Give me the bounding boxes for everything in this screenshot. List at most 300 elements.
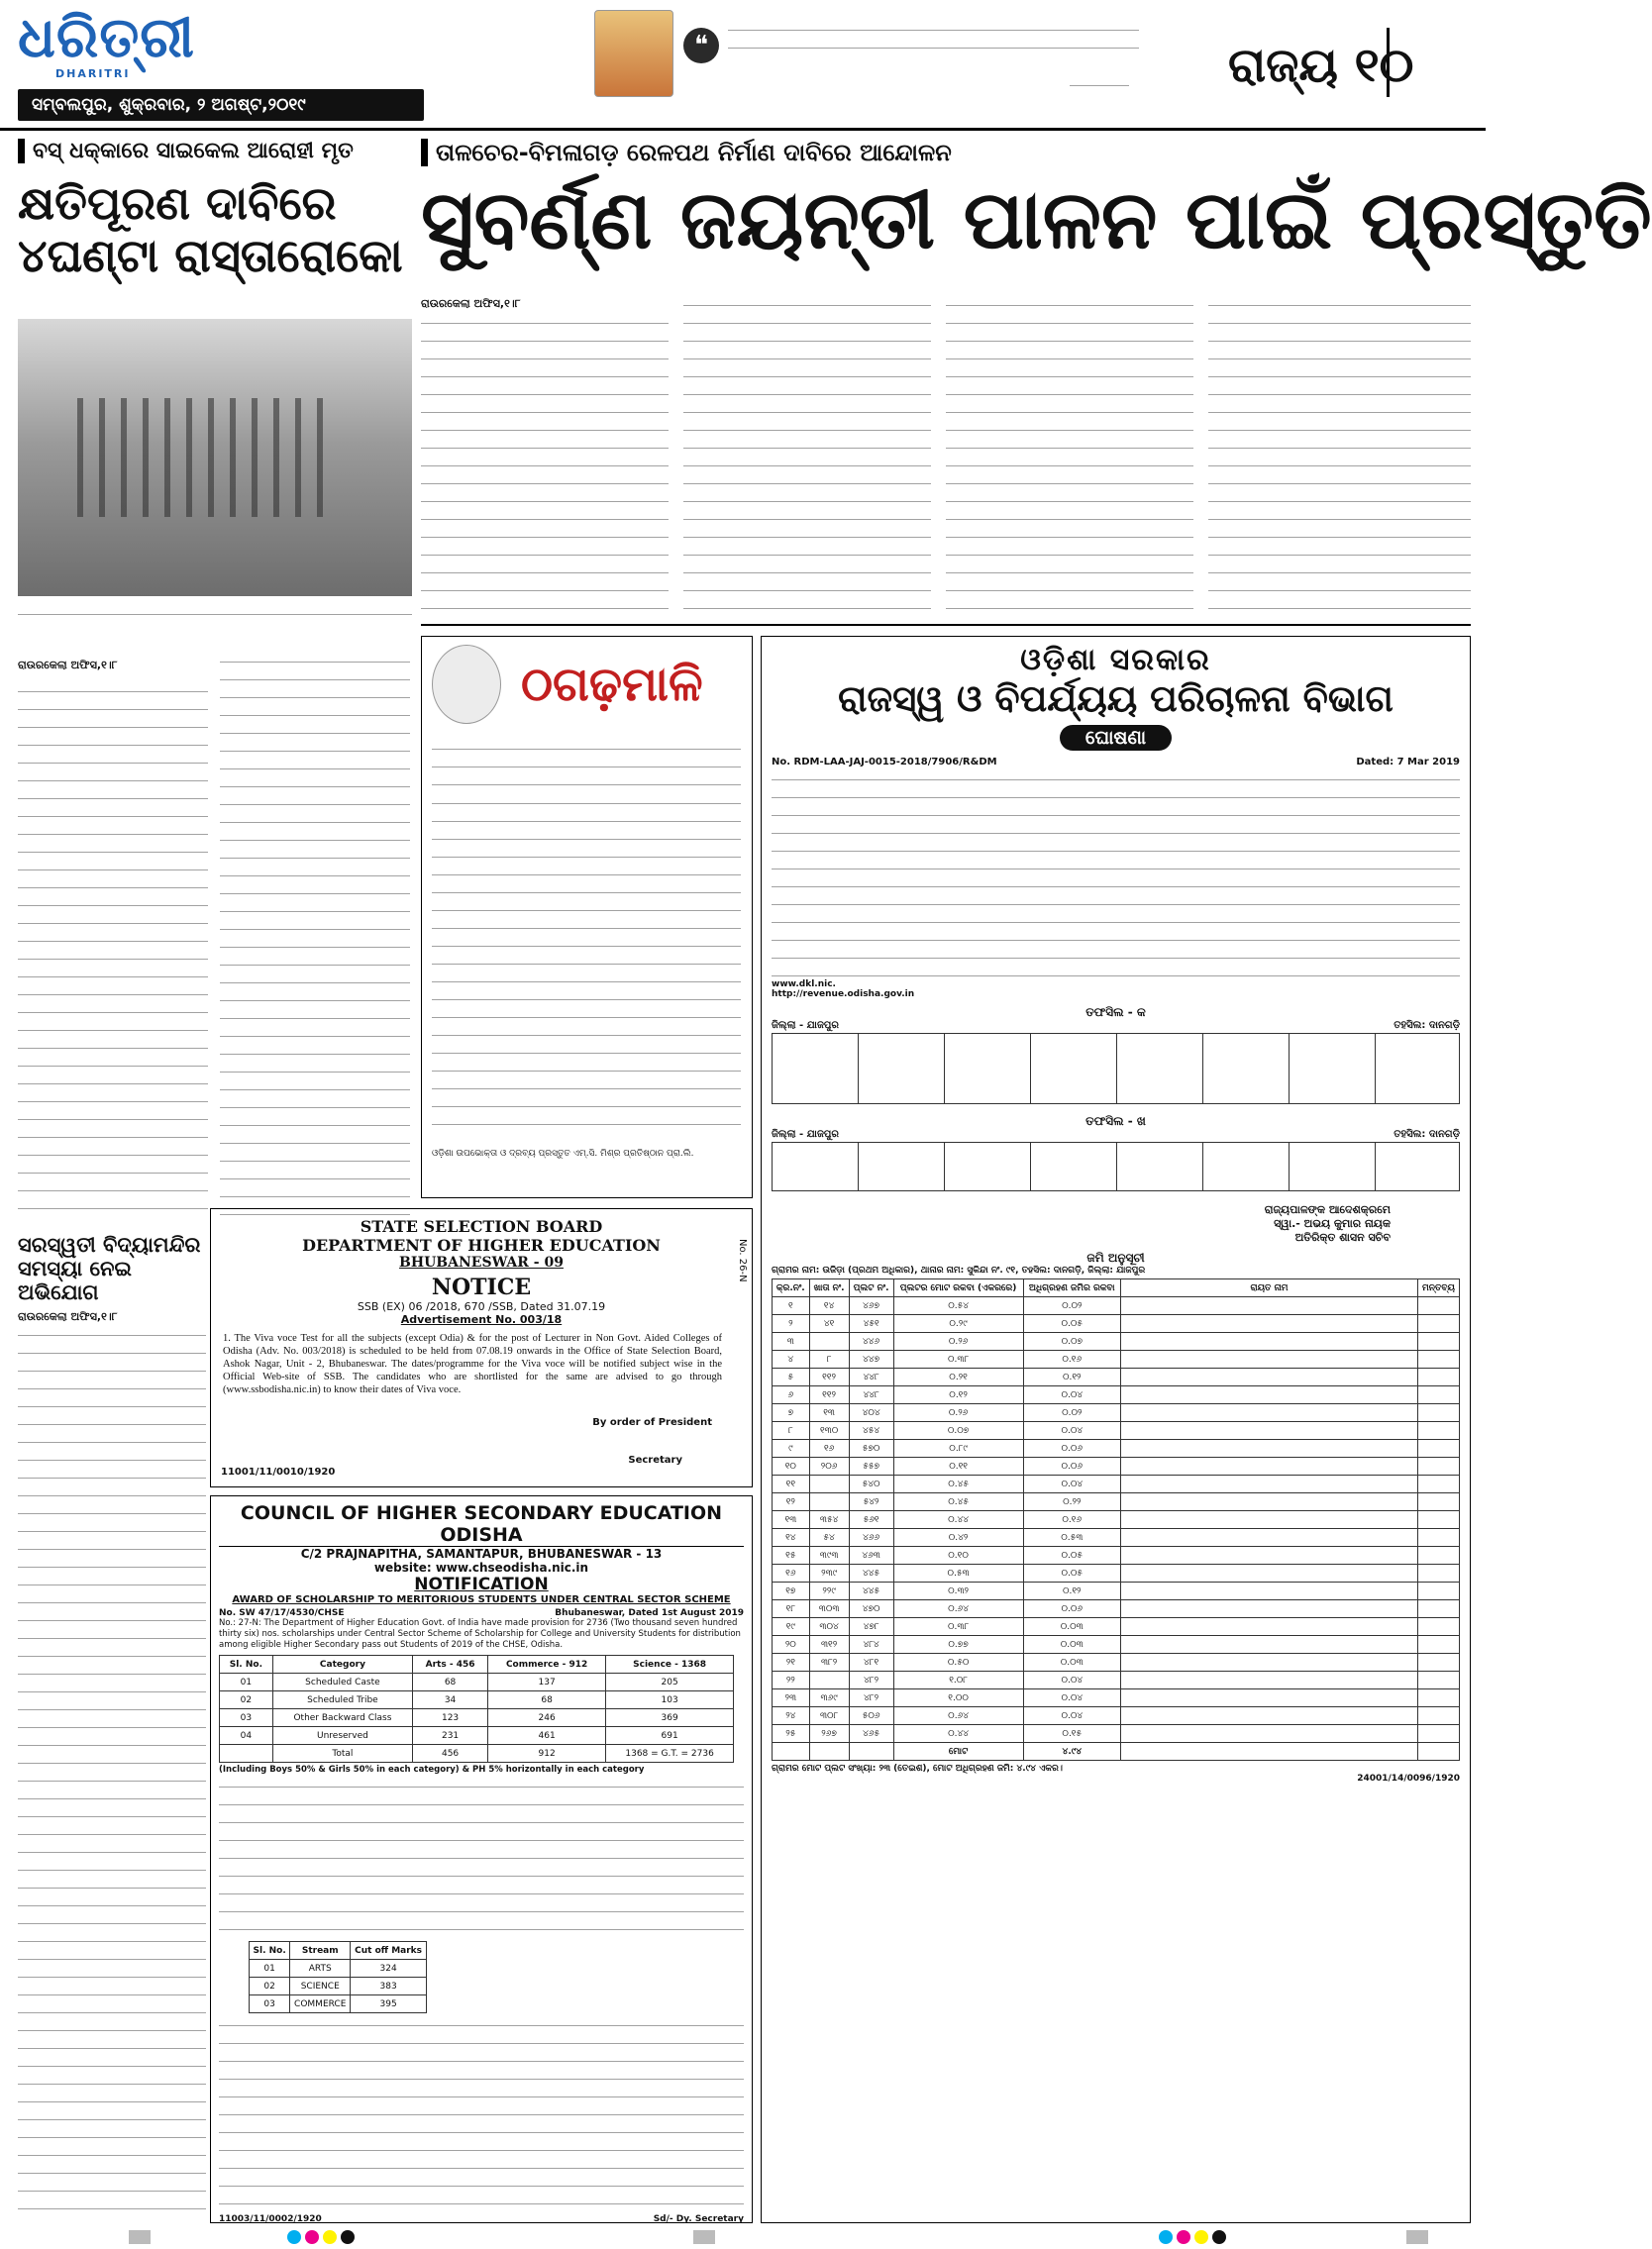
table-cell: ୯ <box>773 1440 810 1458</box>
table-cell: ୦.୨୯ <box>893 1315 1023 1333</box>
table-cell: ୧୧୨ <box>809 1369 849 1386</box>
chse-title: NOTIFICATION <box>414 1575 549 1594</box>
table-cell <box>1418 1600 1460 1618</box>
table-cell: ୭ <box>773 1404 810 1422</box>
table-cell: ୫୬୧ <box>849 1511 893 1529</box>
table-cell: ୦.୫୩ <box>1023 1529 1120 1547</box>
table-cell: ୫୪୨ <box>849 1493 893 1511</box>
table-cell: ୧୪ <box>773 1529 810 1547</box>
table-cell: ୦.୪୫ <box>893 1493 1023 1511</box>
table-cell: ୦.୬୪ <box>893 1707 1023 1725</box>
table-cell: ୦.୧୧ <box>893 1458 1023 1476</box>
land-row <box>773 1422 1460 1440</box>
table-cell <box>1418 1351 1460 1369</box>
table-cell <box>1418 1297 1460 1315</box>
print-registration-mark <box>129 2230 151 2244</box>
chse-addr: C/2 PRAJNAPITHA, SAMANTAPUR, BHUBANESWAR - 13 <box>300 1547 663 1561</box>
road-blockade-photo[interactable] <box>18 319 412 596</box>
table-cell: COMMERCE <box>290 1995 351 2013</box>
table-cell <box>1418 1511 1460 1529</box>
table-header-cell: ଖାତା ନଂ. <box>809 1279 849 1297</box>
land-total-row <box>773 1743 1460 1761</box>
table-cell: ୪୮୪ <box>849 1636 893 1654</box>
table-cell: ୦.୧୨ <box>893 1386 1023 1404</box>
cutoff-row <box>250 1978 427 1995</box>
table-header-cell: Sl. No. <box>250 1942 290 1960</box>
table-cell: ୩୦୮ <box>809 1707 849 1725</box>
left-story-headline-1: କ୍ଷତିପୂରଣ ଦାବିରେ <box>18 176 337 230</box>
table-cell: ୦.୫୦ <box>893 1654 1023 1672</box>
table-header-cell: ପ୍ଲଟ ନଂ. <box>849 1279 893 1297</box>
table-cell <box>1418 1583 1460 1600</box>
section-rule <box>421 624 1471 626</box>
table-cell: ୨୦ <box>773 1636 810 1654</box>
table-cell: ୩ <box>773 1333 810 1351</box>
table-cell: ୨ <box>773 1315 810 1333</box>
ssb-sign1: By order of President <box>592 1417 712 1428</box>
thagamali-title: ଠଗଢ଼ମାଳି <box>521 657 703 712</box>
table-cell: ୦.୦୭ <box>893 1422 1023 1440</box>
table-cell <box>1121 1369 1418 1386</box>
table-cell: 68 <box>413 1674 488 1691</box>
land-row <box>773 1458 1460 1476</box>
land-row <box>773 1707 1460 1725</box>
table-header-cell: ରାୟତ ନାମ <box>1121 1279 1418 1297</box>
table-cell <box>1418 1654 1460 1672</box>
table-cell: 04 <box>220 1727 273 1745</box>
table-cell: ୦.୪୨ <box>893 1529 1023 1547</box>
table-cell: 03 <box>250 1995 290 2013</box>
table-cell <box>1418 1458 1460 1476</box>
registration-dot-cyan <box>287 2230 301 2244</box>
govt-state: ଓଡ଼ିଶା ସରକାର <box>1020 643 1211 677</box>
table-cell: ୦.୬୪ <box>893 1600 1023 1618</box>
table-cell: ୦.୦୩ <box>1023 1636 1120 1654</box>
cutoff-row <box>250 1995 427 2013</box>
tafsil-kha-label: ତଫସିଲ - ଖ <box>1085 1114 1146 1128</box>
table-cell: 246 <box>488 1709 606 1727</box>
table-cell: ୧୩ <box>773 1511 810 1529</box>
ssb-adv: Advertisement No. 003/18 <box>400 1313 563 1326</box>
land-row <box>773 1565 1460 1583</box>
chse-web: website: www.chseodisha.nic.in <box>373 1561 589 1575</box>
table-cell: ୪୮୨ <box>849 1672 893 1689</box>
table-cell <box>1121 1743 1418 1761</box>
page-section-label: ରାଜ୍ୟ ୧୦ <box>1228 38 1414 93</box>
table-cell: ୪୬୩ <box>849 1547 893 1565</box>
table-cell <box>773 1743 810 1761</box>
lead-story-body-col3 <box>946 297 1193 612</box>
schedule-subtitle: ଗ୍ରାମର ନାମ: ଉଜିଡ଼ା (ପ୍ରଥମ ଅଧିକାର), ଥାନାର ନାମ: ସୁକିନ୍ଦା ନଂ. ୯୧, ତହସିଲ: ଦାନଗଡ଼ି, ଜିଲ୍ଲା: ଯାଜପୁର <box>772 1266 1146 1276</box>
land-row <box>773 1654 1460 1672</box>
quota-row <box>220 1674 734 1691</box>
chse-terms-text <box>219 2017 744 2210</box>
table-cell: ୦.୧୫ <box>1023 1725 1120 1743</box>
table-cell: ୦.୦୪ <box>1023 1422 1120 1440</box>
table-cell: 01 <box>250 1960 290 1978</box>
land-row <box>773 1333 1460 1351</box>
left-story-headline-2: ୪ଘଣ୍ଟା ରାସ୍ତାରୋକୋ <box>18 228 403 282</box>
table-cell: 01 <box>220 1674 273 1691</box>
table-cell <box>1121 1440 1418 1458</box>
chse-conditions-text <box>219 1779 744 1937</box>
table-cell: ୪୪୮ <box>849 1386 893 1404</box>
table-cell: 461 <box>488 1727 606 1745</box>
table-cell: ୪୧ <box>809 1315 849 1333</box>
table-cell: 691 <box>606 1727 734 1745</box>
table-cell: 231 <box>413 1727 488 1745</box>
registration-dot-black <box>1212 2230 1226 2244</box>
table-cell: ୧୩୦ <box>809 1422 849 1440</box>
left-story <box>18 139 414 282</box>
table-cell: ମୋଟ <box>893 1743 1023 1761</box>
tafsil-kha-table <box>772 1142 1460 1191</box>
table-cell: ୧୭ <box>773 1583 810 1600</box>
table-cell: ୦.୨୬ <box>893 1404 1023 1422</box>
table-cell: ୦.୦୩ <box>1023 1618 1120 1636</box>
table-cell: ୩୫୪ <box>809 1511 849 1529</box>
ssb-ref: SSB (EX) 06 /2018, 670 /SSB, Dated 31.07.19 <box>357 1300 606 1313</box>
table-cell: 34 <box>413 1691 488 1709</box>
table-cell <box>1121 1636 1418 1654</box>
ssb-title: NOTICE <box>431 1275 532 1300</box>
table-cell <box>849 1743 893 1761</box>
thagamali-box <box>421 636 753 1198</box>
table-cell <box>1121 1707 1418 1725</box>
table-cell: ୦.୦୩ <box>1023 1654 1120 1672</box>
table-header-cell: ଅଧିଗ୍ରହଣ ଜମିର ରକବା <box>1023 1279 1120 1297</box>
land-row <box>773 1404 1460 1422</box>
registration-dot-yellow <box>1194 2230 1208 2244</box>
table-cell: ୪୬୭ <box>849 1297 893 1315</box>
table-cell: ୪୫୪ <box>849 1422 893 1440</box>
tafsil-ka-table <box>772 1033 1460 1104</box>
table-cell: 395 <box>351 1995 427 2013</box>
table-cell: ୦.୧୨ <box>1023 1369 1120 1386</box>
chse-code: 11003/11/0002/1920 <box>219 2214 322 2224</box>
land-row <box>773 1689 1460 1707</box>
second-left-story <box>18 1233 206 1324</box>
table-cell: 456 <box>413 1745 488 1763</box>
left-story-body-col2 <box>220 654 410 1223</box>
table-cell <box>1418 1440 1460 1458</box>
table-cell: ୦.୧୬ <box>1023 1511 1120 1529</box>
table-cell: ୨୦୬ <box>809 1458 849 1476</box>
second-story-headline-1: ସରସ୍ୱତୀ ବିଦ୍ୟାମନ୍ଦିର <box>18 1233 201 1257</box>
table-cell: Unreserved <box>272 1727 412 1745</box>
table-cell <box>809 1333 849 1351</box>
quote-text <box>728 22 1139 57</box>
table-cell: ୦.୫୩ <box>893 1565 1023 1583</box>
second-story-dateline: ରାଉରକେଲା ଅଫିସ,୧।୮ <box>18 1310 118 1324</box>
land-row <box>773 1672 1460 1689</box>
table-cell <box>809 1493 849 1511</box>
table-cell <box>1121 1547 1418 1565</box>
table-cell: 123 <box>413 1709 488 1727</box>
table-header-cell: Stream <box>290 1942 351 1960</box>
chse-number: No. SW 47/17/4530/CHSE <box>219 1608 345 1618</box>
table-cell: ୦.୧୦ <box>893 1547 1023 1565</box>
table-cell <box>1418 1315 1460 1333</box>
govt-sign-2: ସ୍ୱା.- ଅଭୟ କୁମାର ନାୟକ <box>1274 1217 1391 1230</box>
table-cell <box>1121 1404 1418 1422</box>
table-cell: Scheduled Caste <box>272 1674 412 1691</box>
table-cell: ୧ <box>773 1297 810 1315</box>
table-cell <box>809 1743 849 1761</box>
table-cell: ୪୪୮ <box>849 1369 893 1386</box>
table-cell: ୦.୨୬ <box>893 1333 1023 1351</box>
registration-dot-magenta <box>1177 2230 1190 2244</box>
table-cell: ୩୮୨ <box>809 1654 849 1672</box>
table-cell: 137 <box>488 1674 606 1691</box>
table-cell <box>1121 1493 1418 1511</box>
land-row <box>773 1583 1460 1600</box>
second-story-body <box>18 1327 206 2213</box>
chse-org: COUNCIL OF HIGHER SECONDARY EDUCATION ODISHA <box>219 1502 744 1547</box>
land-row <box>773 1386 1460 1404</box>
table-cell <box>1418 1529 1460 1547</box>
table-cell <box>1121 1565 1418 1583</box>
table-cell <box>1418 1476 1460 1493</box>
table-header-cell: ମନ୍ତବ୍ୟ <box>1418 1279 1460 1297</box>
table-cell <box>1418 1725 1460 1743</box>
table-cell: ୨୪ <box>773 1707 810 1725</box>
table-cell <box>1418 1422 1460 1440</box>
table-cell: ୪୮୧ <box>849 1654 893 1672</box>
table-cell: ୪୮୨ <box>849 1689 893 1707</box>
table-cell: ୧.୦୦ <box>893 1689 1023 1707</box>
table-cell: ୫୪୦ <box>849 1476 893 1493</box>
chse-subtitle: AWARD OF SCHOLARSHIP TO MERITORIOUS STUDENTS UNDER CENTRAL SECTOR SCHEME <box>232 1594 731 1605</box>
table-cell: 02 <box>250 1978 290 1995</box>
logo-text: ଧରିତ୍ରୀ <box>18 5 195 70</box>
table-cell: 383 <box>351 1978 427 1995</box>
table-cell: 1368 = G.T. = 2736 <box>606 1745 734 1763</box>
lead-story-body-col1 <box>421 315 669 612</box>
table-header-row <box>773 1279 1460 1297</box>
tafsil-ka-tahasil: ତହସିଲ: ଦାନଗଡ଼ି <box>1394 1020 1460 1031</box>
schedule-footer: ଗ୍ରାମର ମୋଟ ପ୍ଲଟ ସଂଖ୍ୟା: ୨୩ (ତେଇଶ), ମୋଟ ଅଧିଗ୍ରହଣ ଜମି: ୪.୯୪ ଏକର। <box>772 1764 1063 1774</box>
quote-icon: ❝ <box>683 28 719 63</box>
table-cell: ୪୫୧ <box>849 1315 893 1333</box>
table-cell: ୧୬ <box>809 1440 849 1458</box>
chse-quota-table <box>219 1655 734 1763</box>
land-row <box>773 1297 1460 1315</box>
table-cell: ୪୦୪ <box>849 1404 893 1422</box>
table-cell <box>1418 1743 1460 1761</box>
ssb-body: 1. The Viva voce Test for all the subjects (except Odia) & for the post of Lecturer in Non Govt. Aided Colleges of Odisha (Adv. No. 003/2018) is scheduled to be held from 07.08.19 onwards in the Office of State Selection Board, Ashok Nagar, Unit - 2, Bhubaneswar. The dates/programme for the Viva voce will be notified subject wise in the Official Web-site of SSB. The candidates who are shortlisted for the same are advised to go through (www.ssbodisha.nic.in) to know their dates of Viva voce. <box>223 1333 722 1395</box>
table-cell: ୦.୦୨ <box>1023 1297 1120 1315</box>
table-cell: 103 <box>606 1691 734 1709</box>
table-cell: ୧୯ <box>773 1618 810 1636</box>
ssb-org: STATE SELECTION BOARD <box>360 1217 603 1236</box>
table-cell <box>1418 1672 1460 1689</box>
table-cell: ୫୭୦ <box>849 1440 893 1458</box>
table-cell <box>809 1672 849 1689</box>
table-cell <box>1121 1529 1418 1547</box>
tafsil-ka-label: ତଫସିଲ - କ <box>1085 1005 1146 1019</box>
table-cell: 912 <box>488 1745 606 1763</box>
table-cell: ୧.୦୮ <box>893 1672 1023 1689</box>
quote-author <box>1070 77 1129 89</box>
table-cell: ୩୬୯ <box>809 1689 849 1707</box>
table-cell: ୨୫ <box>773 1725 810 1743</box>
table-cell: ୦.୦୬ <box>1023 1440 1120 1458</box>
table-cell <box>1121 1351 1418 1369</box>
chse-date: Bhubaneswar, Dated 1st August 2019 <box>555 1608 744 1618</box>
table-cell: ୦.୩୮ <box>893 1351 1023 1369</box>
land-row <box>773 1440 1460 1458</box>
table-cell: ୨୨୯ <box>809 1583 849 1600</box>
table-cell: ୧୪ <box>809 1297 849 1315</box>
table-header-row <box>250 1942 427 1960</box>
land-row <box>773 1493 1460 1511</box>
govt-notice-date: Dated: 7 Mar 2019 <box>1356 757 1460 767</box>
table-cell: ୪୪୫ <box>849 1583 893 1600</box>
table-cell <box>1418 1565 1460 1583</box>
quota-row <box>220 1691 734 1709</box>
tafsil-kha-district: ଜିଲ୍ଲା - ଯାଜପୁର <box>772 1129 839 1140</box>
land-row <box>773 1476 1460 1493</box>
govt-notice-body <box>772 771 1460 979</box>
table-cell: ୧୦ <box>773 1458 810 1476</box>
chse-notice <box>210 1495 753 2223</box>
table-cell: Total <box>272 1745 412 1763</box>
table-cell: 369 <box>606 1709 734 1727</box>
table-cell: ୨୨ <box>773 1672 810 1689</box>
table-cell: ୦.୪୪ <box>893 1725 1023 1743</box>
table-cell: ୩୦୩ <box>809 1600 849 1618</box>
table-cell <box>1121 1583 1418 1600</box>
newspaper-logo[interactable] <box>18 5 216 80</box>
table-cell: ୦.୦୪ <box>1023 1707 1120 1725</box>
ssb-dept: DEPARTMENT OF HIGHER EDUCATION <box>302 1236 661 1255</box>
table-header-cell: Arts - 456 <box>413 1656 488 1674</box>
table-cell: ୦.୦୪ <box>1023 1689 1120 1707</box>
table-cell: ୪୬୫ <box>849 1725 893 1743</box>
table-cell: Other Backward Class <box>272 1709 412 1727</box>
table-cell <box>1121 1725 1418 1743</box>
lead-story-headline: ସୁବର୍ଣ୍ଣ ଜୟନ୍ତୀ ପାଳନ ପାଇଁ ପ୍ରସ୍ତୁତି <box>421 173 1652 267</box>
table-cell: ୦.୧୨ <box>1023 1583 1120 1600</box>
table-cell <box>1121 1654 1418 1672</box>
table-cell: ୧୩ <box>809 1404 849 1422</box>
table-cell: ୨୬୭ <box>809 1725 849 1743</box>
table-header-cell: Science - 1368 <box>606 1656 734 1674</box>
land-row <box>773 1600 1460 1618</box>
table-cell: ୦.୨୧ <box>893 1369 1023 1386</box>
table-cell: ୮ <box>773 1422 810 1440</box>
table-cell: ୫ <box>773 1369 810 1386</box>
print-registration-mark <box>1406 2230 1428 2244</box>
table-header-cell: Category <box>272 1656 412 1674</box>
table-cell: ୦.୦୭ <box>1023 1333 1120 1351</box>
ssb-sign2: Secretary <box>628 1455 682 1466</box>
table-cell: ୦.୦୫ <box>1023 1565 1120 1583</box>
logo-subtitle: DHARITRI <box>55 67 131 80</box>
land-row <box>773 1511 1460 1529</box>
table-header-row <box>220 1656 734 1674</box>
table-cell: ୦.୩୮ <box>893 1618 1023 1636</box>
table-cell <box>1418 1386 1460 1404</box>
table-cell <box>220 1745 273 1763</box>
table-header-cell: Sl. No. <box>220 1656 273 1674</box>
govt-dept: ରାଜସ୍ୱ ଓ ବିପର୍ଯ୍ୟୟ ପରିଚାଳନା ବିଭାଗ <box>838 677 1394 720</box>
table-cell: ୦.୦୪ <box>1023 1386 1120 1404</box>
land-row <box>773 1351 1460 1369</box>
table-cell <box>1418 1707 1460 1725</box>
table-cell <box>1121 1672 1418 1689</box>
revenue-dept-notice <box>761 636 1471 2223</box>
crowd-figure <box>77 398 335 517</box>
registration-dot-cyan <box>1159 2230 1173 2244</box>
table-cell: ୦.୩୨ <box>893 1583 1023 1600</box>
thagamali-footer: ଓଡ଼ିଶା ଉପଭୋକ୍ତା ଓ ଦ୍ରବ୍ୟ ପ୍ରସ୍ତୁତ ଏମ୍.ସି. ମିଶ୍ର ପ୍ରତିଷ୍ଠାନ ପ୍ରା.ଲି. <box>432 1149 694 1159</box>
govt-website-2[interactable]: http://revenue.odisha.gov.in <box>772 989 915 999</box>
table-cell: ୧୨ <box>773 1493 810 1511</box>
table-cell: ୧୬ <box>773 1565 810 1583</box>
land-schedule-table <box>772 1278 1460 1761</box>
table-cell <box>1121 1333 1418 1351</box>
govt-sign-3: ଅତିରିକ୍ତ ଶାସନ ସଚିବ <box>1294 1231 1391 1244</box>
ssb-code: 11001/11/0010/1920 <box>221 1467 336 1478</box>
table-cell: ୦.୪୫ <box>893 1476 1023 1493</box>
table-cell <box>1418 1689 1460 1707</box>
table-cell <box>1418 1547 1460 1565</box>
table-cell: ୪.୯୪ <box>1023 1743 1120 1761</box>
table-cell: Scheduled Tribe <box>272 1691 412 1709</box>
table-cell: ୧୫ <box>773 1547 810 1565</box>
govt-sign-1: ରାଜ୍ୟପାଳଙ୍କ ଆଦେଶକ୍ରମେ <box>1264 1203 1391 1216</box>
land-row <box>773 1636 1460 1654</box>
chse-cutoff-table <box>249 1941 427 2013</box>
table-cell <box>1121 1315 1418 1333</box>
registration-dot-black <box>341 2230 355 2244</box>
govt-notice-number: No. RDM-LAA-JAJ-0015-2018/7906/R&DM <box>772 757 997 767</box>
table-cell: ୪୪୫ <box>849 1565 893 1583</box>
table-cell <box>809 1476 849 1493</box>
table-cell: ୫୫୭ <box>849 1458 893 1476</box>
tafsil-kha-tahasil: ତହସିଲ: ଦାନଗଡ଼ି <box>1394 1129 1460 1140</box>
table-cell <box>1121 1297 1418 1315</box>
table-cell: ୫୦୬ <box>849 1707 893 1725</box>
govt-website-1[interactable]: www.dkl.nic. <box>772 979 836 989</box>
govt-code: 24001/14/0096/1920 <box>1357 1774 1460 1784</box>
cutoff-row <box>250 1960 427 1978</box>
table-cell: ୦.୧୬ <box>1023 1351 1120 1369</box>
table-cell: ୩୦୪ <box>809 1618 849 1636</box>
registration-dot-yellow <box>323 2230 337 2244</box>
table-cell: 205 <box>606 1674 734 1691</box>
print-registration-mark <box>693 2230 715 2244</box>
schedule-title: ଜମି ଅନୁସୂଚୀ <box>1086 1251 1145 1265</box>
table-header-cell: ପ୍ଲଟର ମୋଟ ରକବା (ଏକରରେ) <box>893 1279 1023 1297</box>
table-cell: ୬ <box>773 1386 810 1404</box>
table-cell: ୨୩୯ <box>809 1565 849 1583</box>
table-header-cell: Cut off Marks <box>351 1942 427 1960</box>
table-cell: 68 <box>488 1691 606 1709</box>
cartoon-figure <box>432 645 501 724</box>
table-cell <box>1418 1404 1460 1422</box>
left-story-dateline: ରାଉରକେଲା ଅଫିସ,୧।୮ <box>18 659 118 671</box>
table-cell: ୦.୨୨ <box>1023 1493 1120 1511</box>
table-cell: ୪୬୬ <box>849 1529 893 1547</box>
table-cell: ARTS <box>290 1960 351 1978</box>
table-cell: ୮ <box>809 1351 849 1369</box>
table-cell: 324 <box>351 1960 427 1978</box>
quota-row <box>220 1709 734 1727</box>
table-cell: ୦.୫୪ <box>893 1297 1023 1315</box>
